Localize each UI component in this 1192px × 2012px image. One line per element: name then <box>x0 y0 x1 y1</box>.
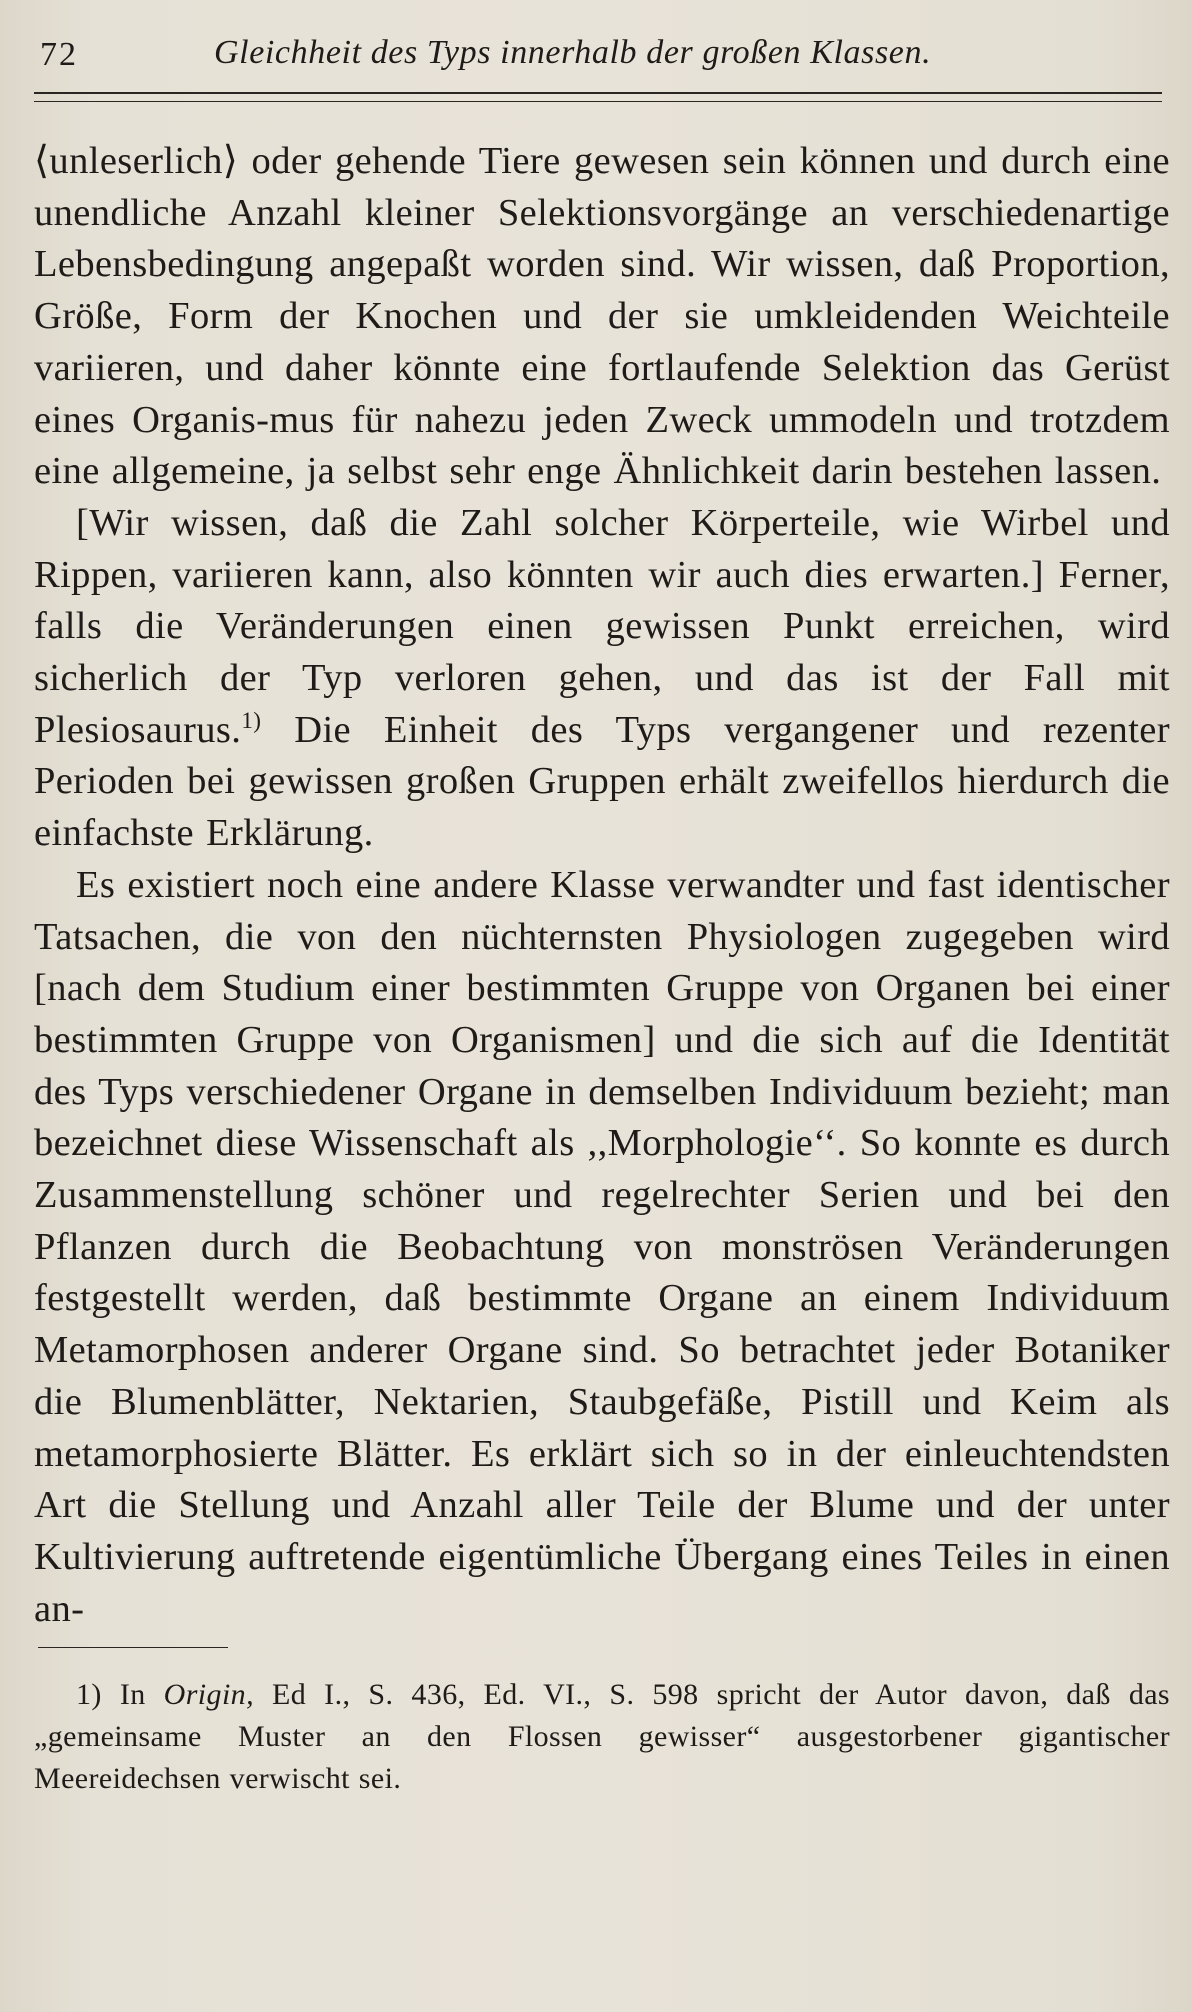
page-number: 72 <box>40 36 78 73</box>
paragraph-3: Es existiert noch eine andere Klasse verwandter und fast identischer Tatsachen, die von den nüchternsten Physiologen zugegeben wird [nach dem Studium einer bestimmten Gruppe von Organen bei einer bestimmten Gruppe von Organismen] und die sich auf die Identität des Typs verschiedener Organe in demselben Individuum bezieht; man bezeichnet diese Wissenschaft als ,,Morphologie‘‘. So konnte es durch Zusammenstellung schöner und regelrechter Serien und bei den Pflanzen durch die Beobachtung von monströsen Veränderungen festgestellt werden, daß bestimmte Organe an einem Individuum Metamorphosen anderer Organe sind. So betrachtet jeder Botaniker die Blumenblätter, Nektarien, Staubgefäße, Pistill und Keim als metamorphosierte Blätter. Es erklärt sich so in der einleuchtendsten Art die Stellung und Anzahl aller Teile der Blume und der unter Kultivierung auftretende eigentümliche Übergang eines Teiles in einen an- <box>34 863 1170 1630</box>
footnote-book-title: Origin, <box>163 1678 254 1712</box>
footnote-area <box>34 1674 1170 1800</box>
footnote-marker: 1) <box>76 1678 102 1712</box>
footnote-reference: 1) <box>241 706 262 733</box>
footnote-intro: In <box>101 1678 164 1712</box>
footnote-1 <box>34 1674 1170 1800</box>
footnote-text: Ed I., S. 436, Ed. VI., S. 598 spricht der Autor davon, daß das „gemeinsame Muster an den Flossen gewisser“ ausgestorbener gigantischer Meereidechsen verwischt sei. <box>34 1678 1171 1796</box>
main-text <box>34 136 1170 1635</box>
footnote-separator <box>38 1647 228 1648</box>
running-head <box>34 28 1170 84</box>
paragraph-2-part-2: Die Einheit des Typs vergangener und rezenter Perioden bei gewissen großen Gruppen erhält zweifellos hierdurch die einfachste Erklärung. <box>34 708 1170 855</box>
paragraph-2-part-1: [Wir wissen, daß die Zahl solcher Körperteile, wie Wirbel und Rippen, variieren kann, also könnten wir auch dies erwarten.] Ferner, falls die Veränderungen einen gewissen Punkt erreichen, wird sicherlich der Typ verloren gehen, und das ist der Fall mit Plesiosaurus. <box>34 501 1170 751</box>
header-double-rule <box>34 92 1162 102</box>
paragraph-1: ⟨unleserlich⟩ oder gehende Tiere gewesen sein können und durch eine unendliche Anzahl kleiner Selektionsvorgänge an verschiedenartige Lebensbedingung angepaßt worden sind. Wir wissen, daß Proportion, Größe, Form der Knochen und der sie umkleidenden Weichteile variieren, und daher könnte eine fortlaufende Selektion das Gerüst eines Organis-mus für nahezu jeden Zweck ummodeln und trotzdem eine allgemeine, ja selbst sehr enge Ähnlichkeit darin bestehen lassen. <box>34 140 1170 493</box>
paragraph-2 <box>34 498 1170 860</box>
running-title: Gleichheit des Typs innerhalb der großen Klassen. <box>214 34 932 71</box>
